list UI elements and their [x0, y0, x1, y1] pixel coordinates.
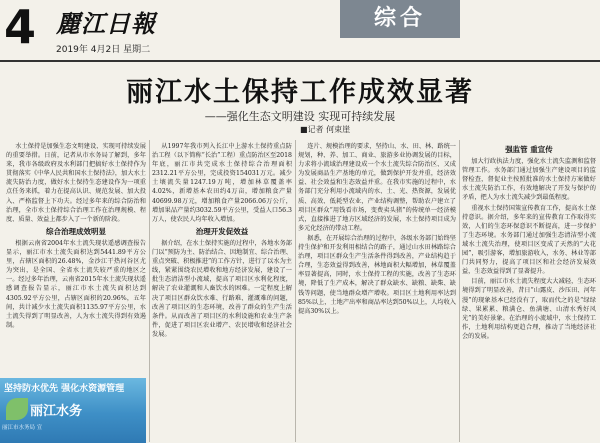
page-number: 4 — [4, 0, 37, 54]
advertisement-banner — [0, 378, 146, 443]
paragraph: 据悉，在开展综合治理的过程中，各级水务部门始终坚持生保护和开发利用相结合的路子，通过山水田林路综合治理，项目区群众生产生活条件得到改善，产业结构趋于合理，生态效益得到改善，林地面积大幅增加，林草覆盖率显著提高，同时，水土保持工程的实施，改善了生态环境，降低了生产成本，解决了群众缺水、缺粮、缺柴、缺钱等问题，使当地群众增产增收。项目区土地利用率达到85%以上，土地产出率和商品率达到50%以上，人均收入提高30%以上。 — [298, 234, 456, 315]
paragraph: 重视水土保持国策宣传教育工作，提高水土保持意识。据介绍，多年来的宣传教育工作取得实效，人们的生态环保意识不断提高，进一步保护了生态环境。水务部门通过加强生态清洁型小流域水土流失治理，使项目区变成了天然的“大花园”，吸引游客，增加旅游收入，水务、林业等部门共同努力，提高了项目区和社会经济发展效益，生态效益得到了显著提升。 — [462, 204, 596, 276]
article-subheadline: ——强化生态文明建设 实现可持续发展 — [204, 110, 396, 123]
article-column-4 — [462, 142, 596, 442]
newspaper-masthead: 麗江日報 — [56, 9, 156, 38]
article-headline: 丽江水土保持工作成效显著 — [126, 77, 474, 108]
section-subtitle: 强监管 重宣传 — [505, 145, 553, 154]
paragraph: 根据云南省2004年水土流失现状遥感调查报告显示，丽江市水土流失面积达到5441.89平方公里，占辖区面积的26.48%，金沙江干热河谷区尤为突出，是全国、全省水土流失较严重的地区之一。经过多年治理，云南省2015年水土流失现状遥感调查报告显示，丽江市水土流失面积达到4305.92平方公里，占辖区面积的20.96%，五年间，共计减少水土流失面积1135.97平方公里，水土流失得到了明显改善，人为水土流失得到有效遏制。 — [6, 239, 146, 329]
paragraph: 加大行政执法力度，强化水土流失监测和监督管理工作。水务部门通过加强生产建设项目的监督检查，督促业主按照批准的水土保持方案做好水土流失防治工作，有效地解决了开发与保护的矛盾，把人为水土流失减少到最低程度。 — [462, 158, 596, 202]
article-column-1 — [6, 142, 146, 376]
paragraph: 目前，丽江市水土流失程度大大减轻，生态环境得到了明显改善，昔日“山露皮、沙压田、河年漫”的现象基本已经没有了，取而代之的是“绿绿绿、果累累、粮满仓、鱼满塘、山清水秀好风光”的美好景象。在治理的小流域中，水土保持工作，土地利用结构更趋合理，推动了当地经济社会的发展。 — [462, 278, 596, 340]
banner-footer: 丽江市水务局 宣 — [2, 425, 43, 431]
paragraph: 据介绍，在水土保持实施的过程中，各地水务部门以“预防为主、防治结合、因地制宜、综合治理、重点突破、积极推进”的工作方针，进行了以水为主线，紧紧围绕农民增收和地方经济发展，建设了一批生态清洁型小流域，提高了项目区水利化程度，解决了农业灌溉和人畜饮水的困难。一定程度上解决了项目区群众饮水难、行路难、灌溉难的问题，改善了项目区的生态环境，改善了群众的生产生活条件。从而改善了项目区的水利设施和农业生产条件，促进了项目区农业增产、农民增收和经济社会发展。 — [152, 239, 292, 338]
banner-slogan: 坚持防水优先 强化水资源管理 — [4, 384, 125, 394]
paragraph: 水土保持是加强生态文明建设、实现可持续发展的重要举措。日前，记者从市水务局了解到，多年来，我市各级政府及水利部门把搞好水土保持作为贯彻落实《中华人民共和国水土保持法》，加大水土流失防治力度，做好水土保持生态建设作为一项重点任务来抓，着力在提高认识、规范发展、加大投入、严格监督上下功夫。经过多年来的综合防治和治理，全市水土保持综合治理工作在治理规模、程度、质量、效益上都步入了一个新的阶段。 — [6, 143, 146, 223]
article-column-2 — [152, 142, 292, 442]
headline-block — [0, 62, 600, 140]
section-subtitle: 治理开发促效益 — [195, 226, 249, 236]
page-header — [0, 0, 600, 62]
article-column-3 — [298, 142, 456, 442]
paragraph: 从1997年我市列入长江中上游水土保持重点防治工程（以下简称“长治”工程）重点防治区至2018年底，丽江市共完成水土保持综合治理面积2312.21平方公里，完成投资154031万元。减少土壤流失量1247.19万吨，增加林草覆盖率4.02%，新增基本农田约4万亩，增加粮食产量40699.98万元，增加粮食产量2066.06万公斤，增加果品产量约3032.59平方公里，受益人口56.3万人，使农民人均年收入增加。 — [152, 143, 292, 223]
issue-date: 2019年 4月2日 星期二 — [56, 45, 151, 55]
section-label: 综合 — [340, 0, 460, 38]
paragraph: 连片、规模治理的要求，坚持山、水、田、林、路统一规划，种、养、加工、商业、旅游多业协调发展的目标，力求将小流域治理建设成一个水土流失综合防治区、又成为发展商品生产基地的单元，做到保护开发并重，经济效益、社会效益和生态效益并重。在我市实施的过程中，水务部门充分利用小流域内的水、土、光、热资源，发展优质、高效、低耗型农业，产业结构调整，帮助农户建立了项目区群众“用钱看市场，变费卖头猪”的传统单一经济模式，直接推进了地方区域经济的发展，水土保持项目成为多元化经济的带动工程。 — [298, 143, 456, 232]
leaf-icon — [6, 398, 28, 420]
banner-title: 丽江水务 — [30, 404, 83, 419]
section-subtitle: 综合治理成效明显 — [46, 226, 106, 236]
column-divider — [295, 140, 296, 442]
article-byline: ■记者 何束崖 — [300, 125, 351, 134]
column-divider — [149, 140, 150, 442]
column-divider — [459, 140, 460, 442]
